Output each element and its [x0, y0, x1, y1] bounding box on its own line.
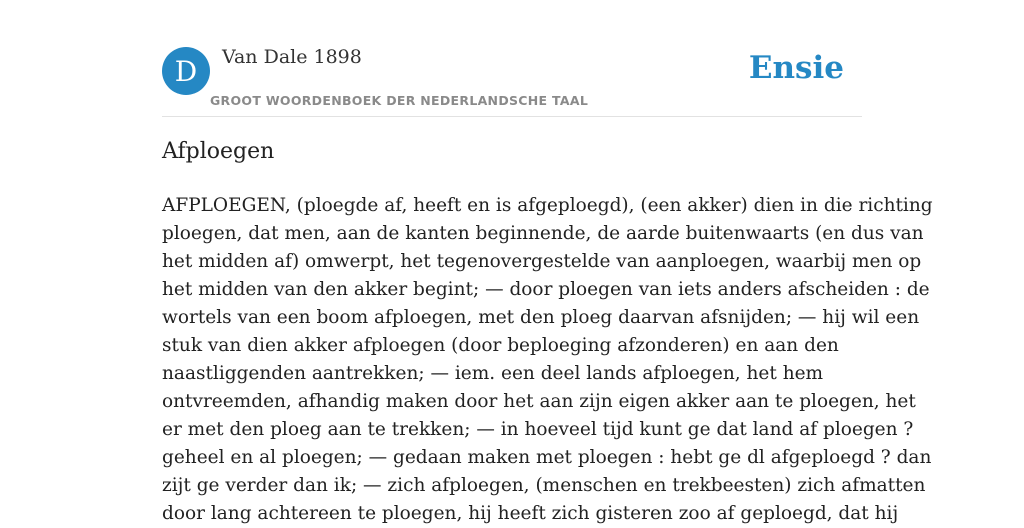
ensie-brand-logo[interactable]: Ensie	[748, 50, 844, 86]
logo-letter: D	[174, 54, 198, 88]
definition-line: door lang achtereen te ploegen, hij heeft zich gisteren zoo af geploegd, dat hij	[162, 503, 899, 524]
dictionary-subtitle: GROOT WOORDENBOEK DER NEDERLANDSCHE TAAL	[210, 93, 589, 108]
definition-line: ontvreemden, afhandig maken door het aan zijn eigen akker aan te ploegen, het	[162, 391, 916, 412]
definition-line: stuk van dien akker afploegen (door beploeging afzonderen) en aan den	[162, 335, 839, 356]
page-header	[162, 46, 862, 117]
definition-line: wortels van een boom afploegen, met den ploeg daarvan afsnijden; — hij wil een	[162, 307, 920, 328]
entry-definition	[162, 192, 933, 528]
definition-line: het midden van den akker begint; — door ploegen van iets anders afscheiden : de	[162, 279, 930, 300]
definition-line: zijt ge verder dan ik; — zich afploegen, (menschen en trekbeesten) zich afmatten	[162, 475, 926, 496]
entry-headword: Afploegen	[162, 139, 275, 164]
definition-line: geheel en al ploegen; — gedaan maken met ploegen : hebt ge dl afgeploegd ? dan	[162, 447, 932, 468]
dictionary-logo[interactable]	[162, 47, 210, 95]
definition-line: ploegen, dat men, aan de kanten beginnende, de aarde buitenwaarts (en dus van	[162, 223, 924, 244]
dictionary-title[interactable]: Van Dale 1898	[222, 46, 362, 68]
definition-line: AFPLOEGEN, (ploegde af, heeft en is afgeploegd), (een akker) dien in die richting	[162, 195, 933, 216]
definition-line: het midden af) omwerpt, het tegenovergestelde van aanploegen, waarbij men op	[162, 251, 922, 272]
definition-line: naastliggenden aantrekken; — iem. een deel lands afploegen, het hem	[162, 363, 824, 384]
definition-line: er met den ploeg aan te trekken; — in hoeveel tijd kunt ge dat land af ploegen ?	[162, 419, 914, 440]
